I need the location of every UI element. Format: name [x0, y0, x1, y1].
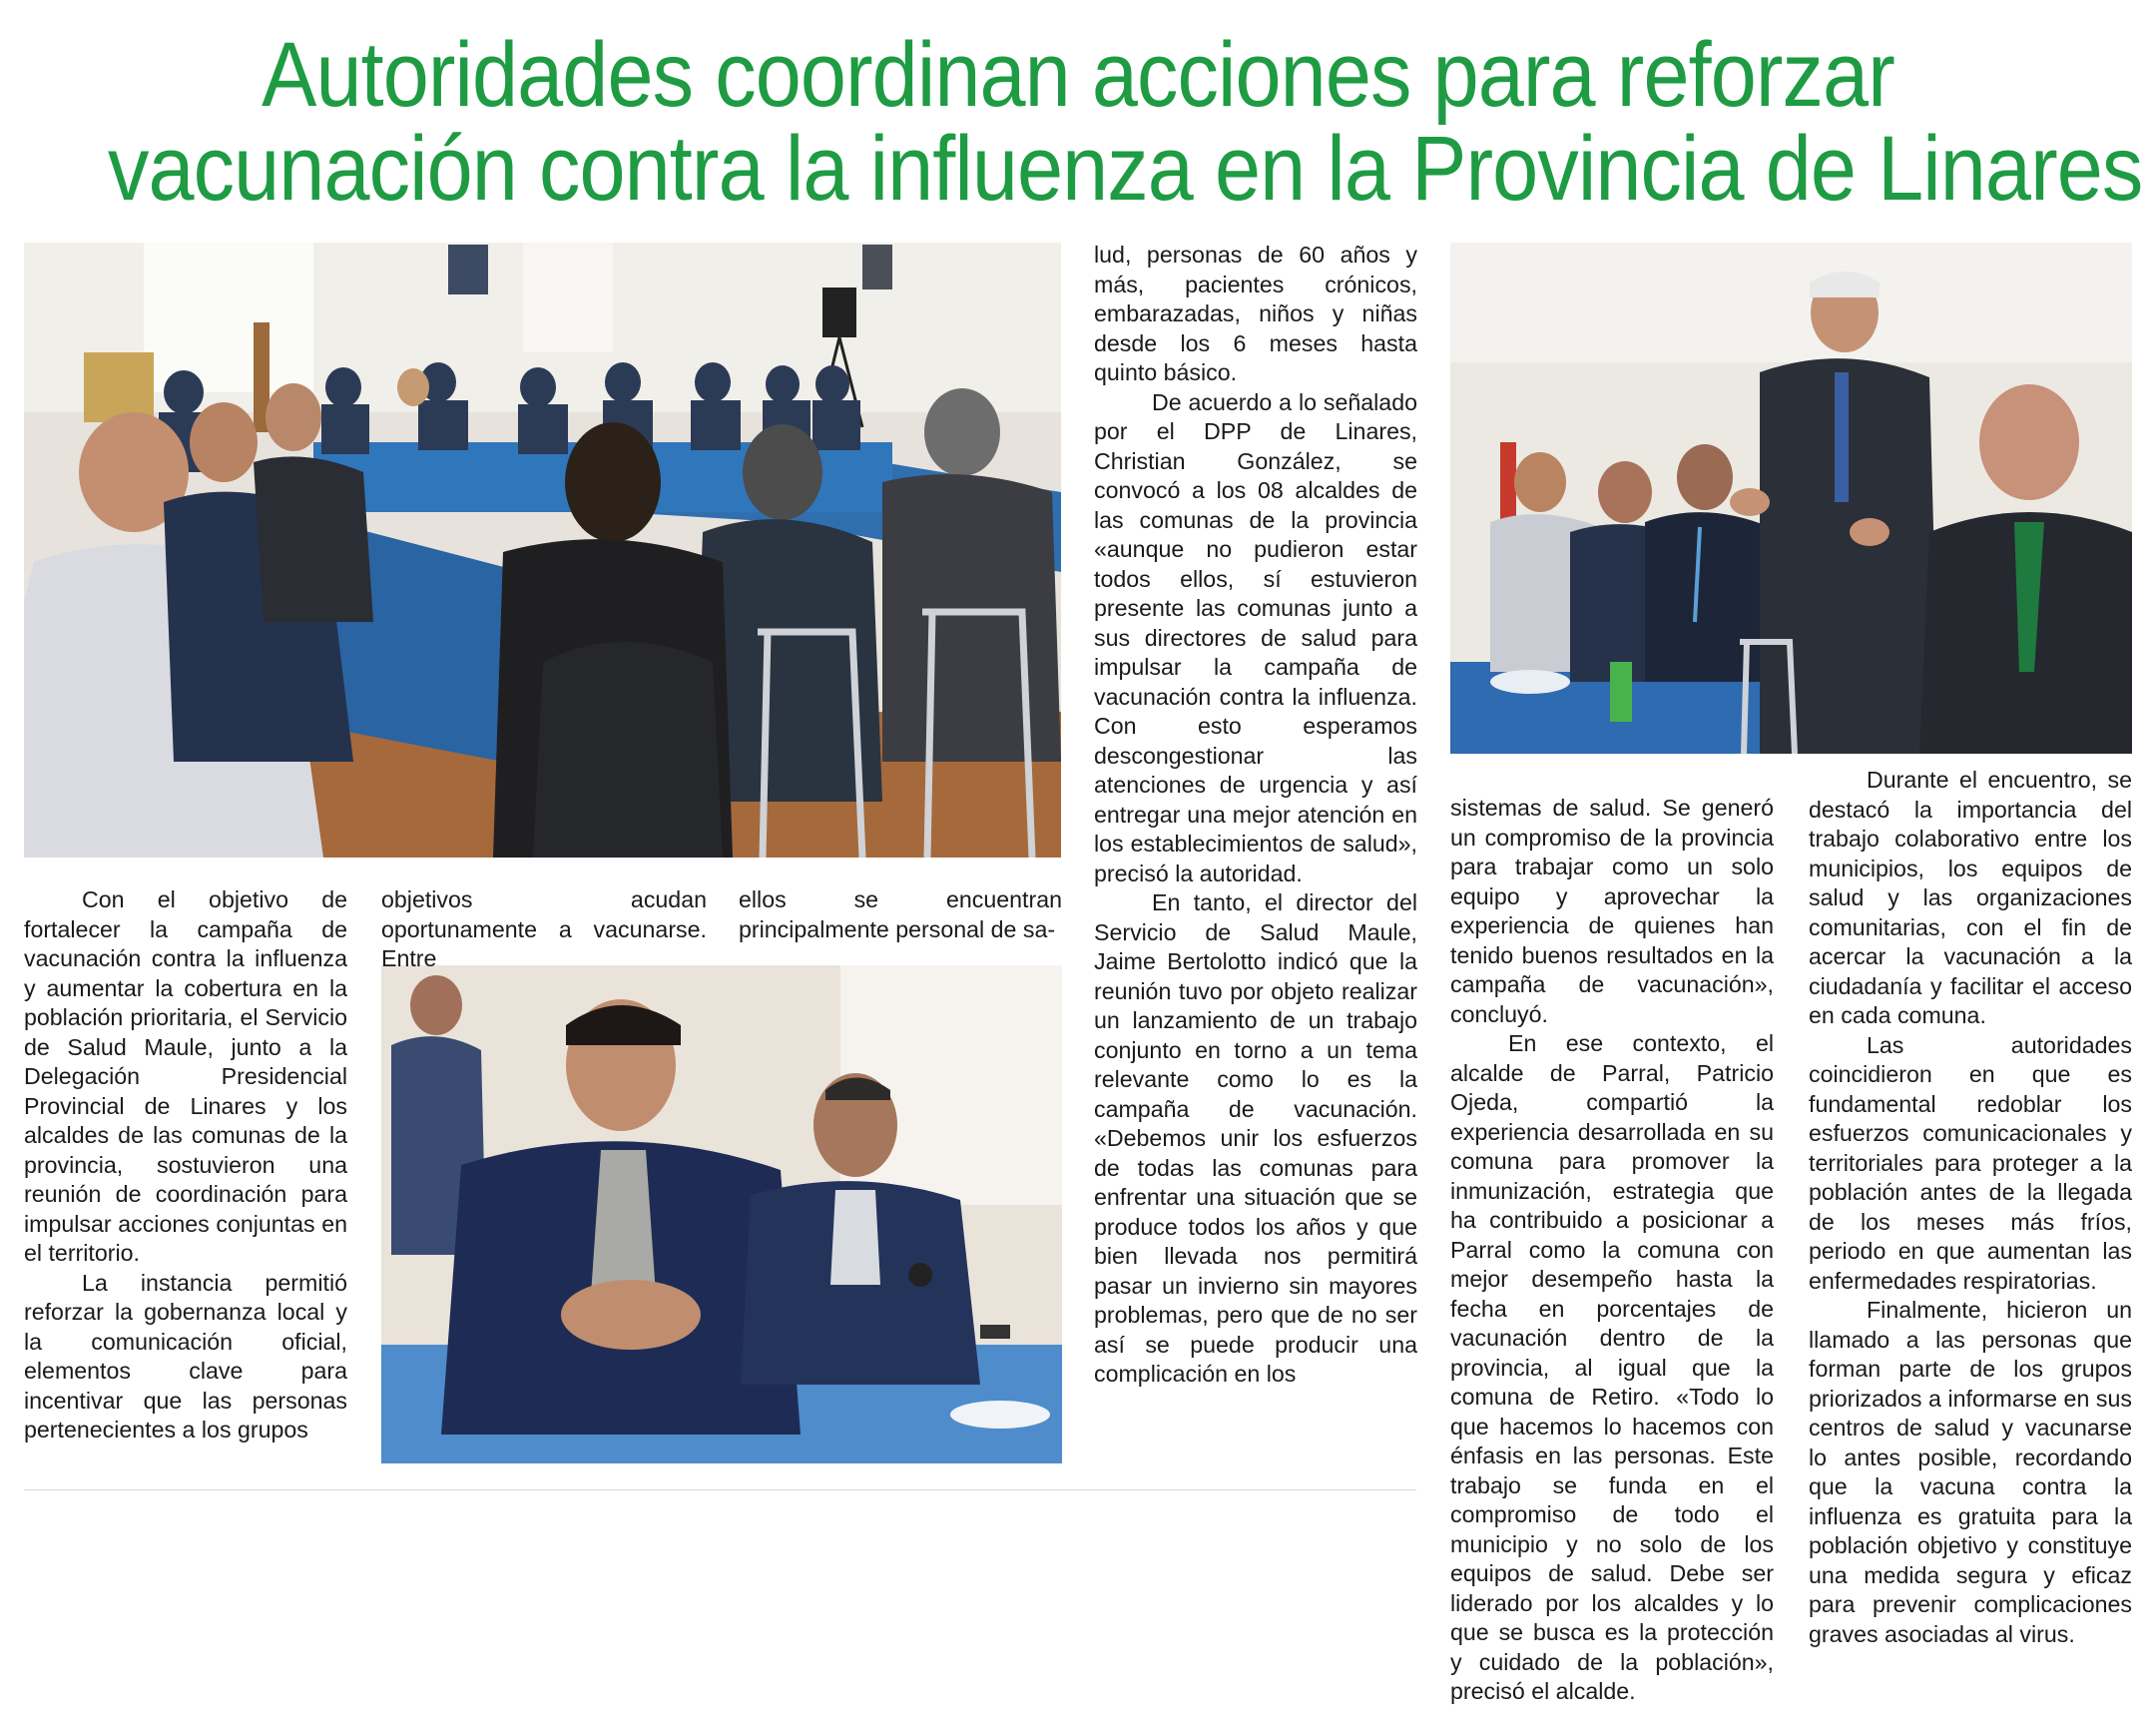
paragraph: De acuerdo a lo señalado por el DPP de Linares, Christian González, se convocó a los 08 alcaldes de las comunas de la provincia «aunque no pudieron estar todos ellos, sí estuvieron presente las comunas junto a sus directores de salud para impulsar la campaña de vacunación contra la influenza. Con esto esperamos descongestionar las atenciones de urgencia y así entregar una mejor atención en los establecimientos de salud», precisó la autoridad. [1094, 388, 1417, 886]
meeting-room-photo [24, 243, 1061, 858]
paragraph: sistemas de salud. Se generó un compromiso de la provincia para trabajar como un solo equipo y aprovechar la experiencia de quienes han tenido buenos resultados en la campaña de vacunación», concluyó. [1450, 795, 1774, 1027]
paragraph: Finalmente, hicieron un llamado a las personas que forman parte de los grupos priorizados a informarse en sus centros de salud y vacunarse lo antes posible, recordando que la vacuna contra la influenza es gratuita para la población objetivo y constituye una medida segura y eficaz para prevenir complicaciones graves asociadas al virus. [1809, 1297, 2132, 1647]
article-column-6 [1809, 766, 2132, 1649]
paragraph: Con el objetivo de fortalecer la campaña de vacunación contra la influenza y aumentar la cobertura en la población prioritaria, el Servicio de Salud Maule, junto a la Delegación Presidencial Provincial de Linares y los alcaldes de las comunas de la provincia, sostuvieron una reunión de coordinación para impulsar acciones conjuntas en el territorio. [24, 886, 347, 1266]
paragraph: objetivos acudan oportunamente a vacunarse. Entre [381, 886, 707, 971]
paragraph: Las autoridades coincidieron en que es fundamental redoblar los esfuerzos comunicacionales y territoriales para proteger a la población antes de la llegada de los meses más fríos, periodo en que aumentan las enfermedades respiratorias. [1809, 1031, 2132, 1294]
speaker-photo [1450, 243, 2132, 754]
article-column-2 [381, 885, 707, 974]
paragraph: ellos se encuentran principalmente personal de sa- [739, 886, 1062, 942]
article-column-4 [1094, 241, 1417, 1390]
paragraph: lud, personas de 60 años y más, pacientes crónicos, embarazadas, niños y niñas desde los 6 meses hasta quinto básico. [1094, 242, 1417, 385]
article-column-1 [24, 885, 347, 1446]
officials-seated-photo [381, 965, 1062, 1463]
headline-line-1: Autoridades coordinan acciones para reforzar [262, 24, 1894, 126]
paragraph: Durante el encuentro, se destacó la importancia del trabajo colaborativo entre los municipios, los equipos de salud y las organizaciones comunitarias, con el fin de acercar la vacunación a la ciudadanía y facilitar el acceso en cada comuna. [1809, 767, 2132, 1028]
paragraph: La instancia permitió reforzar la gobernanza local y la comunicación oficial, elementos clave para incentivar que las personas pertenecientes a los grupos [24, 1269, 347, 1443]
paragraph: En tanto, el director del Servicio de Salud Maule, Jaime Bertolotto indicó que la reunión tuvo por objeto realizar un lanzamiento de un trabajo conjunto en torno a un tema relevante como lo es la campaña de vacunación. «Debemos unir los esfuerzos de todas las comunas para enfrentar una situación que se produce todos los años y que bien llevada nos permitirá pasar un invierno sin mayores problemas, pero que de no ser así se puede producir una complicación en los [1094, 889, 1417, 1387]
article-column-5 [1450, 794, 1774, 1707]
headline-line-2: vacunación contra la influenza en la Provincia de Linares [108, 118, 2143, 220]
article-column-3 [739, 885, 1062, 944]
section-divider [24, 1489, 1416, 1490]
article-headline [108, 24, 2143, 220]
paragraph: En ese contexto, el alcalde de Parral, Patricio Ojeda, compartió la experiencia desarrollada en su comuna para promover la inmunización, estrategia que ha contribuido a posicionar a Parral como la comuna con mejor desempeño hasta la fecha en porcentajes de vacunación dentro de la provincia, al igual que la comuna de Retiro. «Todo lo que hacemos lo hacemos con énfasis en las personas. Este trabajo se funda en el compromiso de todo el municipio y no solo de los equipos de salud. Debe ser liderado por los alcaldes y lo que se busca es la protección y cuidado de la población», precisó el alcalde. [1450, 1030, 1774, 1704]
